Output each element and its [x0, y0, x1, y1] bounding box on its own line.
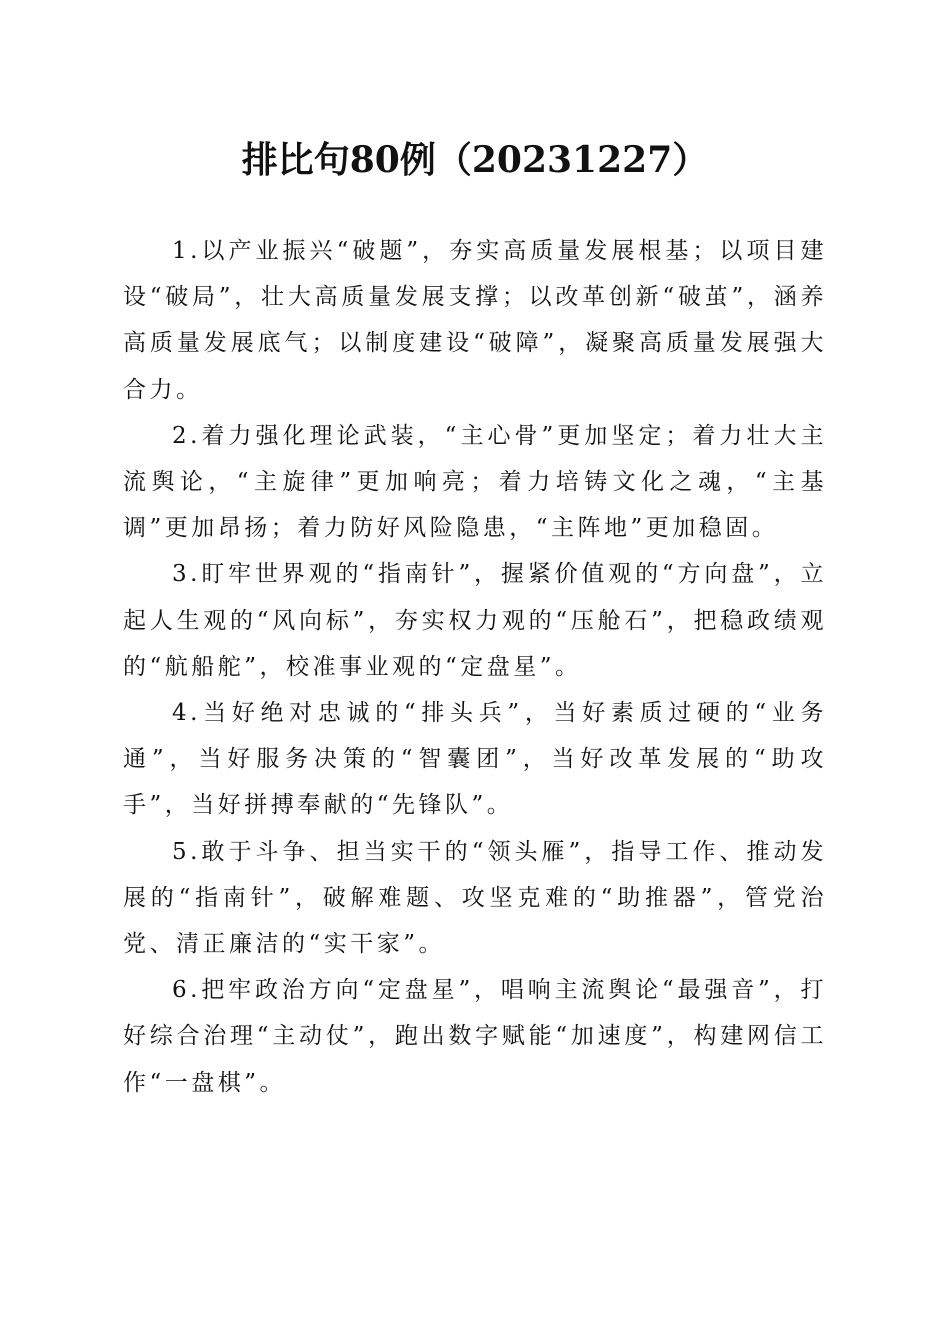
document-title: 排比句80例（20231227）: [241, 139, 709, 181]
paragraph-5: 5.敢于斗争、担当实干的“领头雁”，指导工作、推动发展的“指南针”，破解难题、攻坚克难的“助推器”，管党治党、清正廉洁的“实干家”。: [123, 838, 827, 958]
paragraph-3: 3.盯牢世界观的“指南针”，握紧价值观的“方向盘”，立起人生观的“风向标”，夯实权力观的“压舱石”，把稳政绩观的“航船舵”，校准事业观的“定盘星”。: [123, 561, 827, 680]
paragraph-4: 4.当好绝对忠诚的“排头兵”，当好素质过硬的“业务通”，当好服务决策的“智囊团”，当好改革发展的“助攻手”，当好拼搏奉献的“先锋队”。: [123, 700, 827, 819]
paragraph-1: 1.以产业振兴“破题”，夯实高质量发展根基；以项目建设“破局”，壮大高质量发展支撑；以改革创新“破茧”，涵养高质量发展底气；以制度建设“破障”，凝聚高质量发展强大合力。: [123, 238, 827, 403]
paragraph-6: 6.把牢政治方向“定盘星”，唱响主流舆论“最强音”，打好综合治理“主动仗”，跑出数字赋能“加速度”，构建网信工作“一盘棋”。: [123, 977, 827, 1096]
document-body: [123, 228, 827, 1106]
paragraph-2: 2.着力强化理论武装，“主心骨”更加坚定；着力壮大主流舆论，“主旋律”更加响亮；着力培铸文化之魂，“主基调”更加昂扬；着力防好风险隐患，“主阵地”更加稳固。: [123, 422, 827, 542]
